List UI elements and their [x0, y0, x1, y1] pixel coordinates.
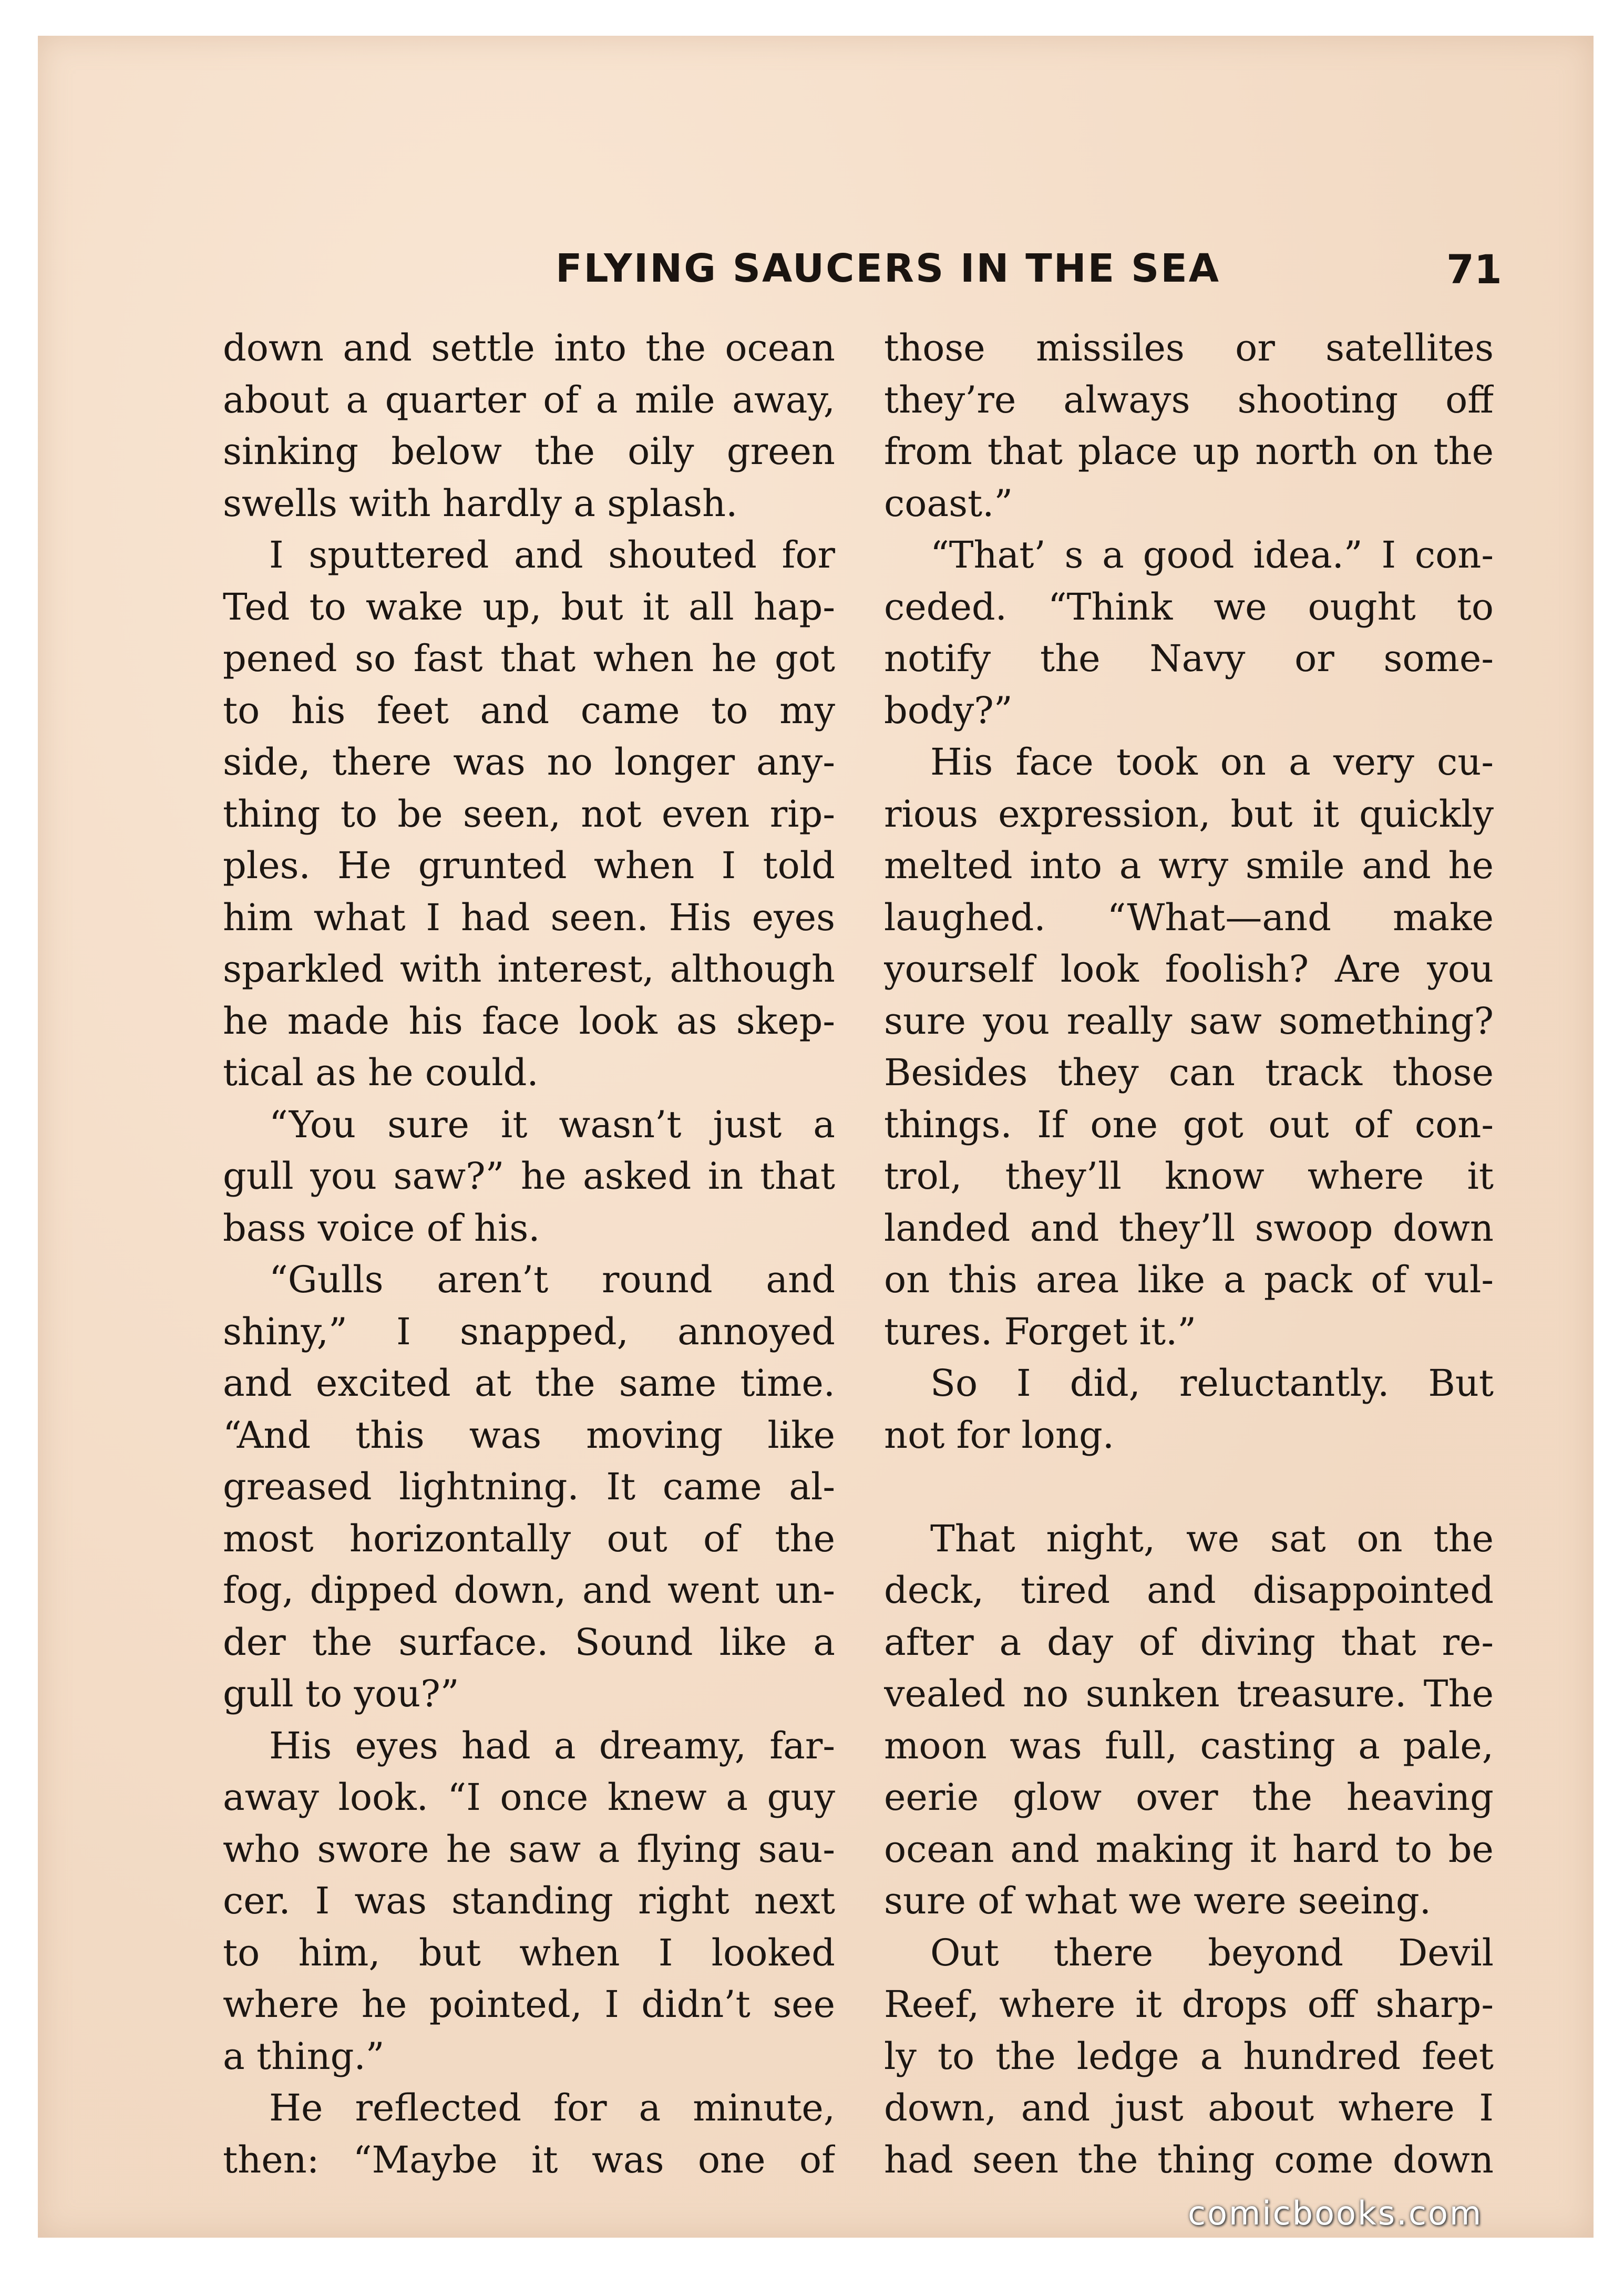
text-line: That night, we sat on the: [930, 1517, 1494, 1560]
text-line: trol, they’ll know where it: [884, 1155, 1494, 1198]
text-line: pened so fast that when he got: [223, 637, 835, 680]
text-line: His eyes had a dreamy, far-: [269, 1724, 835, 1767]
text-line: eerie glow over the heaving: [884, 1776, 1494, 1819]
text-line: most horizontally out of the: [223, 1517, 835, 1560]
text-line: His face took on a very cu-: [930, 740, 1494, 784]
text-line: ocean and making it hard to be: [884, 1827, 1494, 1871]
text-line: landed and they’ll swoop down: [884, 1206, 1494, 1250]
text-line: moon was full, casting a pale,: [884, 1724, 1494, 1767]
text-line: ceded. “Think we ought to: [884, 585, 1494, 629]
text-line: “You sure it wasn’t just a: [269, 1103, 835, 1146]
text-line: vealed no sunken treasure. The: [884, 1672, 1494, 1715]
text-line: and excited at the same time.: [223, 1362, 835, 1405]
text-line: down and settle into the ocean: [223, 326, 835, 369]
text-line: shiny,” I snapped, annoyed: [223, 1310, 835, 1353]
text-line: laughed. “What—and make: [884, 895, 1494, 939]
text-line: had seen the thing come down: [884, 2138, 1494, 2181]
text-line: thing to be seen, not even rip-: [223, 792, 835, 836]
text-line: Besides they can track those: [884, 1051, 1494, 1094]
text-line: where he pointed, I didn’t see: [223, 1983, 835, 2026]
text-line: yourself look foolish? Are you: [884, 948, 1494, 991]
text-line: things. If one got out of con-: [884, 1103, 1494, 1146]
page-header: [38, 246, 1594, 293]
text-line: then: “Maybe it was one of: [223, 2138, 835, 2181]
text-line: swells with hardly a splash.: [223, 481, 738, 525]
text-line: those missiles or satellites: [884, 326, 1494, 369]
text-line: gull to you?”: [223, 1672, 459, 1715]
page-number: 71: [1446, 246, 1502, 293]
text-line: So I did, reluctantly. But: [930, 1362, 1494, 1405]
text-line: they’re always shooting off: [884, 378, 1494, 421]
text-line: He reflected for a minute,: [269, 2086, 835, 2129]
text-line: he made his face look as skep-: [223, 999, 835, 1043]
text-column-right: [884, 322, 1494, 2181]
text-line: Out there beyond Devil: [930, 1931, 1494, 1974]
text-line: rious expression, but it quickly: [884, 792, 1494, 836]
text-line: a thing.”: [223, 2034, 385, 2078]
text-line: to his feet and came to my: [223, 688, 835, 732]
text-line: body?”: [884, 688, 1013, 732]
text-line: away look. “I once knew a guy: [223, 1776, 835, 1819]
text-line: who swore he saw a flying sau-: [223, 1827, 835, 1871]
text-line: sinking below the oily green: [223, 430, 835, 473]
text-line: melted into a wry smile and he: [884, 844, 1494, 887]
text-line: tical as he could.: [223, 1051, 539, 1094]
text-line: side, there was no longer any-: [223, 740, 835, 784]
text-line: gull you saw?” he asked in that: [223, 1155, 835, 1198]
text-column-left: [223, 322, 835, 2181]
text-line: “Gulls aren’t round and: [269, 1258, 835, 1301]
text-line: ly to the ledge a hundred feet: [884, 2034, 1494, 2078]
site-watermark: comicbooks.com: [1188, 2194, 1483, 2232]
text-line: coast.”: [884, 481, 1013, 525]
text-line: on this area like a pack of vul-: [884, 1258, 1494, 1301]
text-line: notify the Navy or some-: [884, 637, 1494, 680]
text-line: Reef, where it drops off sharp-: [884, 1983, 1494, 2026]
book-page: [38, 36, 1594, 2238]
text-line: to him, but when I looked: [223, 1931, 835, 1974]
text-line: fog, dipped down, and went un-: [223, 1569, 835, 1612]
text-line: tures. Forget it.”: [884, 1310, 1197, 1353]
text-line: Ted to wake up, but it all hap-: [223, 585, 835, 629]
text-line: not for long.: [884, 1413, 1115, 1457]
text-line: bass voice of his.: [223, 1206, 540, 1250]
text-line: der the surface. Sound like a: [223, 1620, 835, 1664]
running-title: FLYING SAUCERS IN THE SEA: [556, 246, 1221, 291]
text-line: cer. I was standing right next: [223, 1879, 835, 1922]
text-line: sure you really saw something?: [884, 999, 1494, 1043]
text-line: sure of what we were seeing.: [884, 1879, 1431, 1922]
text-line: from that place up north on the: [884, 430, 1494, 473]
text-line: about a quarter of a mile away,: [223, 378, 835, 421]
text-line: sparkled with interest, although: [223, 948, 835, 991]
text-line: “That’ s a good idea.” I con-: [930, 533, 1494, 576]
text-line: I sputtered and shouted for: [269, 533, 835, 576]
text-line: “And this was moving like: [223, 1413, 835, 1457]
text-line: him what I had seen. His eyes: [223, 895, 835, 939]
text-line: ples. He grunted when I told: [223, 844, 835, 887]
text-line: down, and just about where I: [884, 2086, 1494, 2129]
text-line: after a day of diving that re-: [884, 1620, 1494, 1664]
text-line: deck, tired and disappointed: [884, 1569, 1494, 1612]
text-line: greased lightning. It came al-: [223, 1465, 835, 1508]
text-line: [884, 1461, 1494, 1513]
